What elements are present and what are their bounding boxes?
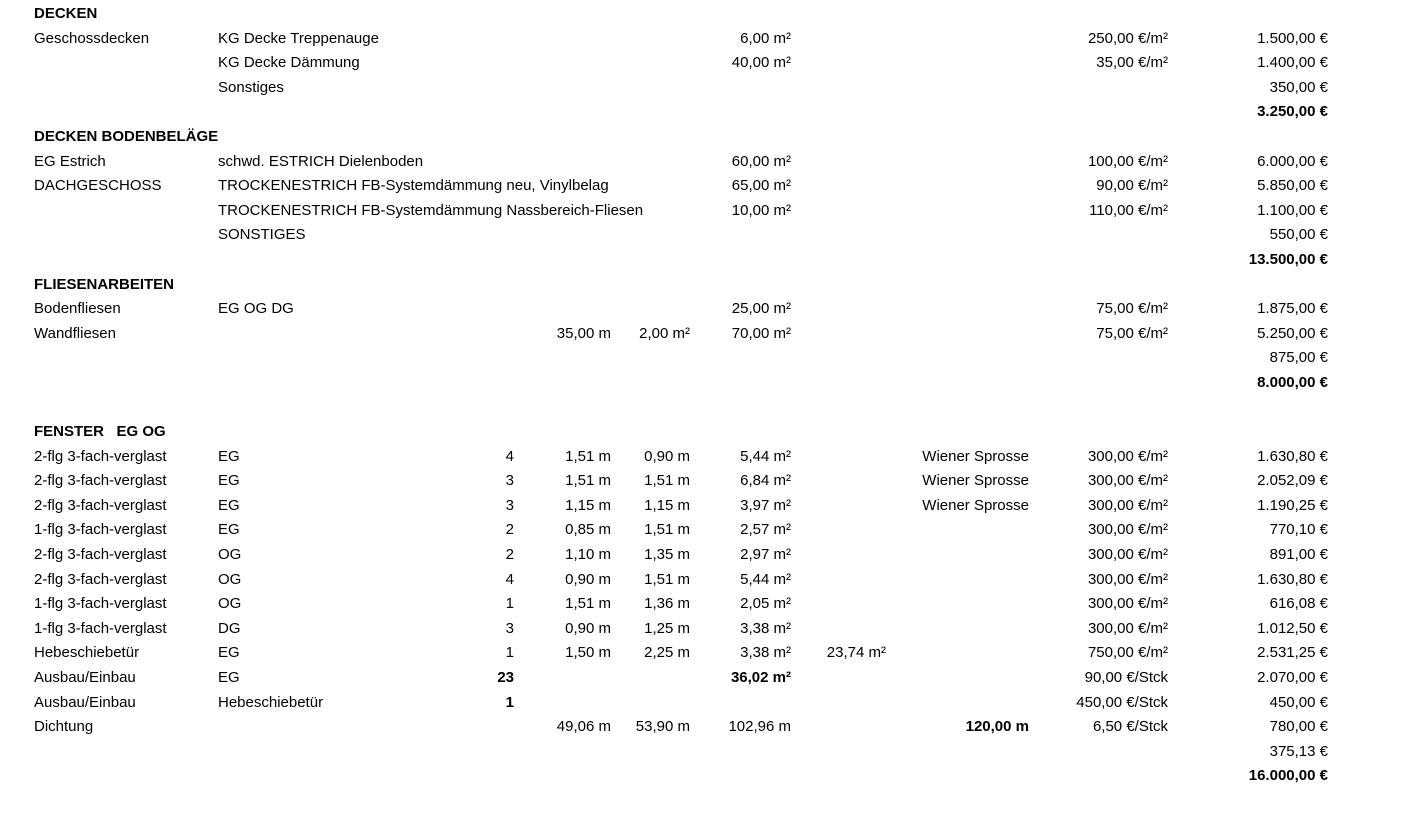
desc-cell: Hebeschiebetür: [218, 693, 324, 711]
label-cell: FENSTER EG OG: [34, 423, 166, 441]
table-row: [34, 494, 1328, 519]
desc-cell: EG OG DG: [218, 300, 294, 318]
label-cell: 2-flg 3-fach-verglast: [34, 447, 167, 465]
dim-height-cell: 1,35 m: [644, 546, 690, 564]
dim-width-cell: 0,85 m: [565, 521, 611, 539]
total-cell: 6.000,00 €: [1257, 152, 1328, 170]
table-row: [34, 518, 1328, 543]
desc-cell: EG: [218, 496, 240, 514]
unit-price-cell: 90,00 €/Stck: [1084, 669, 1168, 687]
qty-cell: 4: [505, 570, 514, 588]
label-cell: EG Estrich: [34, 152, 106, 170]
unit-price-cell: 75,00 €/m²: [1096, 300, 1168, 318]
label-cell: Dichtung: [34, 718, 94, 736]
dim-height-cell: 2,00 m²: [639, 324, 690, 342]
area-cell: 65,00 m²: [731, 177, 791, 195]
qty-cell: 1: [505, 644, 514, 662]
section-header-row: [34, 125, 1328, 150]
note-cell: Wiener Sprosse: [922, 496, 1029, 514]
dim-height-cell: 1,25 m: [644, 619, 690, 637]
table-row: [34, 248, 1328, 273]
qty-cell: 2: [505, 521, 514, 539]
unit-price-cell: 300,00 €/m²: [1087, 595, 1168, 613]
total-cell: 616,08 €: [1269, 595, 1328, 613]
table-row: [34, 346, 1328, 371]
table-row: [34, 297, 1328, 322]
total-cell: 1.500,00 €: [1257, 29, 1328, 47]
dim-height-cell: 2,25 m: [644, 644, 690, 662]
total-cell: 13.500,00 €: [1248, 250, 1328, 268]
dim-height-cell: 1,15 m: [644, 496, 690, 514]
total-cell: 1.630,80 €: [1257, 570, 1328, 588]
area-cell: 2,05 m²: [740, 595, 791, 613]
total-cell: 3.250,00 €: [1257, 103, 1328, 121]
dim-width-cell: 1,51 m: [565, 595, 611, 613]
qty-cell: 2: [505, 546, 514, 564]
qty-cell: 3: [505, 472, 514, 490]
qty-cell: 23: [497, 669, 514, 687]
total-cell: 350,00 €: [1269, 78, 1328, 96]
dim-width-cell: 1,15 m: [565, 496, 611, 514]
unit-price-cell: 300,00 €/m²: [1087, 472, 1168, 490]
label-cell: Wandfliesen: [34, 324, 116, 342]
dim-width-cell: 49,06 m: [556, 718, 611, 736]
area-cell: 25,00 m²: [731, 300, 791, 318]
label-cell: 1-flg 3-fach-verglast: [34, 619, 167, 637]
unit-price-cell: 450,00 €/Stck: [1076, 693, 1168, 711]
unit-price-cell: 300,00 €/m²: [1087, 447, 1168, 465]
label-cell: 2-flg 3-fach-verglast: [34, 496, 167, 514]
total-cell: 891,00 €: [1269, 546, 1328, 564]
desc-cell: KG Decke Treppenauge: [218, 29, 379, 47]
total-cell: 770,10 €: [1269, 521, 1328, 539]
unit-price-cell: 300,00 €/m²: [1087, 521, 1168, 539]
label-cell: 2-flg 3-fach-verglast: [34, 472, 167, 490]
desc-cell: TROCKENESTRICH FB-Systemdämmung neu, Vinylbelag: [218, 177, 609, 195]
total-cell: 5.850,00 €: [1257, 177, 1328, 195]
desc-cell: EG: [218, 472, 240, 490]
unit-price-cell: 300,00 €/m²: [1087, 546, 1168, 564]
qty-cell: 3: [505, 496, 514, 514]
table-row: [34, 592, 1328, 617]
qty-cell: 4: [505, 447, 514, 465]
area-cell: 36,02 m²: [730, 669, 791, 687]
note-cell: 120,00 m: [965, 718, 1029, 736]
area-cell: 6,84 m²: [740, 472, 791, 490]
area-cell: 60,00 m²: [731, 152, 791, 170]
dim-height-cell: 1,51 m: [644, 570, 690, 588]
desc-cell: EG: [218, 447, 240, 465]
unit-price-cell: 110,00 €/m²: [1089, 201, 1168, 219]
table-row: [34, 27, 1328, 52]
unit-price-cell: 6,50 €/Stck: [1092, 718, 1168, 736]
total-cell: 550,00 €: [1269, 226, 1328, 244]
area-cell: 2,57 m²: [740, 521, 791, 539]
qty-cell: 3: [505, 619, 514, 637]
total-cell: 780,00 €: [1269, 718, 1328, 736]
desc-cell: EG: [218, 644, 240, 662]
label-cell: Ausbau/Einbau: [34, 669, 136, 687]
total-cell: 1.012,50 €: [1257, 619, 1328, 637]
table-row: [34, 76, 1328, 101]
total-cell: 875,00 €: [1269, 349, 1328, 367]
unit-price-cell: 100,00 €/m²: [1087, 152, 1168, 170]
area-cell: 6,00 m²: [740, 29, 791, 47]
total-cell: 5.250,00 €: [1257, 324, 1328, 342]
dim-height-cell: 1,51 m: [644, 521, 690, 539]
table-row: [34, 100, 1328, 125]
dim-width-cell: 1,51 m: [565, 447, 611, 465]
table-row: [34, 322, 1328, 347]
desc-cell: EG: [218, 521, 240, 539]
dim-width-cell: 1,50 m: [565, 644, 611, 662]
area-cell: 3,38 m²: [740, 619, 791, 637]
total-cell: 1.100,00 €: [1257, 201, 1328, 219]
unit-price-cell: 300,00 €/m²: [1087, 619, 1168, 637]
qty-cell: 1: [505, 595, 514, 613]
total-cell: 16.000,00 €: [1248, 767, 1328, 785]
dim-height-cell: 53,90 m: [635, 718, 690, 736]
dim-height-cell: 1,36 m: [644, 595, 690, 613]
dim-width-cell: 0,90 m: [565, 619, 611, 637]
label-cell: DECKEN BODENBELÄGE: [34, 127, 219, 145]
table-row: [34, 469, 1328, 494]
desc-cell: TROCKENESTRICH FB-Systemdämmung Nassbereich-Fliesen: [218, 201, 644, 219]
area-cell: 102,96 m: [728, 718, 791, 736]
section-header-row: [34, 273, 1328, 298]
area-cell: 70,00 m²: [731, 324, 791, 342]
total-cell: 1.400,00 €: [1257, 54, 1328, 72]
table-row: [34, 764, 1328, 789]
total-cell: 2.052,09 €: [1257, 472, 1328, 490]
table-row: [34, 568, 1328, 593]
label-cell: 2-flg 3-fach-verglast: [34, 546, 167, 564]
desc-cell: SONSTIGES: [218, 226, 306, 244]
note-cell: Wiener Sprosse: [922, 447, 1029, 465]
dim-width-cell: 35,00 m: [556, 324, 611, 342]
desc-cell: EG: [218, 669, 240, 687]
label-cell: Bodenfliesen: [34, 300, 121, 318]
label-cell: Hebeschiebetür: [34, 644, 140, 662]
dim-width-cell: 1,51 m: [565, 472, 611, 490]
label-cell: 1-flg 3-fach-verglast: [34, 595, 167, 613]
label-cell: FLIESENARBEITEN: [34, 275, 175, 293]
table-row: [34, 641, 1328, 666]
table-row: [34, 617, 1328, 642]
table-row: [34, 715, 1328, 740]
area-cell: 3,38 m²: [740, 644, 791, 662]
table-row: [34, 691, 1328, 716]
qty-cell: 1: [505, 693, 514, 711]
unit-price-cell: 35,00 €/m²: [1096, 54, 1168, 72]
dim-height-cell: 1,51 m: [644, 472, 690, 490]
label-cell: DACHGESCHOSS: [34, 177, 162, 195]
label-cell: DECKEN: [34, 5, 98, 22]
unit-price-cell: 750,00 €/m²: [1087, 644, 1168, 662]
total-cell: 375,13 €: [1269, 742, 1328, 760]
label-cell: Geschossdecken: [34, 29, 150, 47]
desc-cell: KG Decke Dämmung: [218, 54, 360, 72]
desc-cell: OG: [218, 570, 242, 588]
dim-width-cell: 0,90 m: [565, 570, 611, 588]
total-cell: 450,00 €: [1269, 693, 1328, 711]
table-row: [34, 445, 1328, 470]
table-row: [34, 543, 1328, 568]
section-header-row: [34, 420, 1328, 445]
desc-cell: schwd. ESTRICH Dielenboden: [218, 152, 424, 170]
area-cell: 3,97 m²: [740, 496, 791, 514]
area-cell: 10,00 m²: [731, 201, 791, 219]
table-row: [34, 740, 1328, 765]
total-cell: 1.875,00 €: [1257, 300, 1328, 318]
total-cell: 2.531,25 €: [1257, 644, 1328, 662]
unit-price-cell: 300,00 €/m²: [1087, 496, 1168, 514]
table-row: [34, 150, 1328, 175]
area-cell: 40,00 m²: [731, 54, 791, 72]
desc-cell: OG: [218, 546, 242, 564]
area-cell: 5,44 m²: [740, 447, 791, 465]
unit-price-cell: 75,00 €/m²: [1096, 324, 1168, 342]
dim-height-cell: 0,90 m: [644, 447, 690, 465]
table-row: [34, 199, 1328, 224]
table-row: [34, 174, 1328, 199]
desc-cell: Sonstiges: [218, 78, 284, 96]
total-cell: 2.070,00 €: [1257, 669, 1328, 687]
label-cell: 1-flg 3-fach-verglast: [34, 521, 167, 539]
dim-width-cell: 1,10 m: [565, 546, 611, 564]
label-cell: Ausbau/Einbau: [34, 693, 136, 711]
total-cell: 1.190,25 €: [1257, 496, 1328, 514]
total-cell: 1.630,80 €: [1257, 447, 1328, 465]
note-cell: Wiener Sprosse: [922, 472, 1029, 490]
area-cell: 2,97 m²: [740, 546, 791, 564]
unit-price-cell: 250,00 €/m²: [1087, 29, 1168, 47]
table-row: [34, 666, 1328, 691]
desc-cell: DG: [218, 619, 241, 637]
area-cell: 5,44 m²: [740, 570, 791, 588]
table-row: [34, 371, 1328, 396]
table-row: [34, 51, 1328, 76]
desc-cell: OG: [218, 595, 242, 613]
unit-price-cell: 90,00 €/m²: [1096, 177, 1168, 195]
unit-price-cell: 300,00 €/m²: [1087, 570, 1168, 588]
extra-area-cell: 23,74 m²: [826, 644, 886, 662]
section-header-row: [34, 2, 1328, 27]
total-cell: 8.000,00 €: [1257, 373, 1328, 391]
label-cell: 2-flg 3-fach-verglast: [34, 570, 167, 588]
table-row: [34, 223, 1328, 248]
